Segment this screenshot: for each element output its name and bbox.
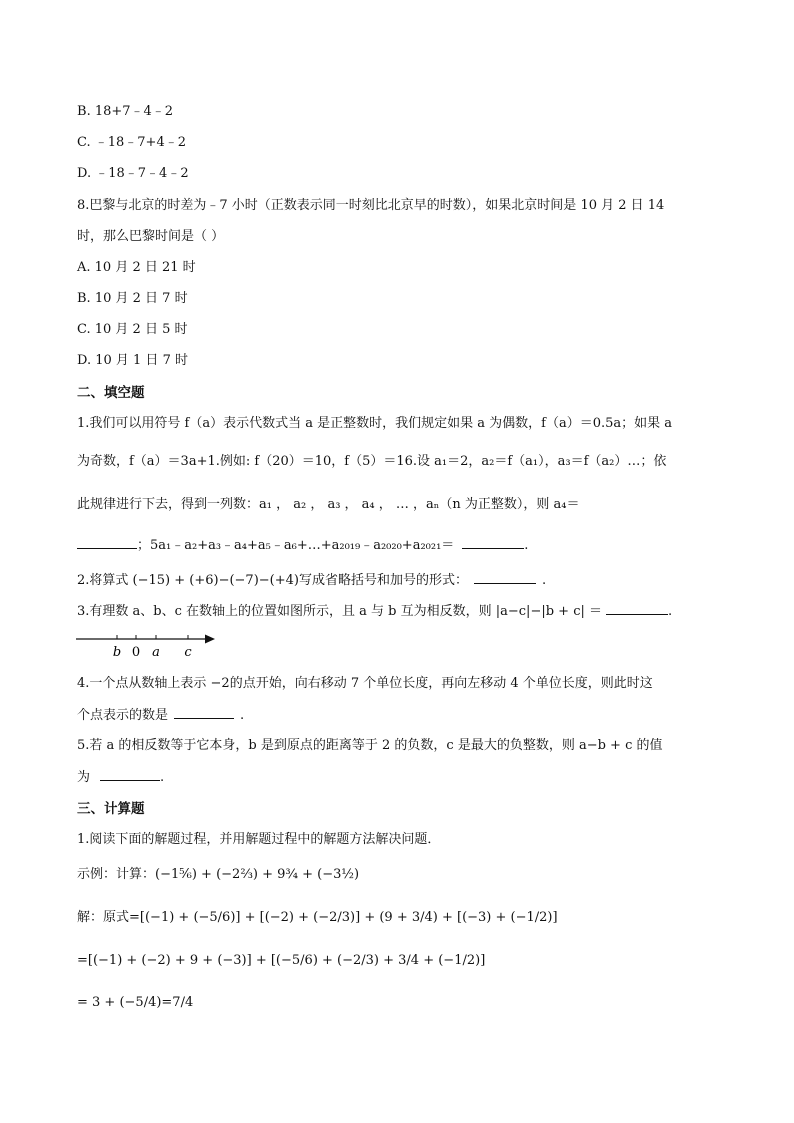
option-text: . ﹣18﹣7+4﹣2 xyxy=(86,135,186,150)
label-c: c xyxy=(184,645,192,660)
fill-q5-line1: 5.若 a 的相反数等于它本身，b 是到原点的距离等于 2 的负数，c 是最大的负整数，则 a−b + c 的值 xyxy=(77,738,663,753)
fill-q2-end: . xyxy=(541,573,547,588)
fill-q1-line1: 1.我们可以用符号 f（a）表示代数式当 a 是正整数时，我们规定如果 a 为偶数，f（a）＝0.5a；如果 a xyxy=(77,416,672,431)
example-expression: (−1⅚) + (−2⅔) + 9¾ + (−3½) xyxy=(155,867,360,882)
solution-line1 xyxy=(77,909,558,927)
option-text: . 18+7﹣4﹣2 xyxy=(86,104,174,119)
fill-q5-end: . xyxy=(160,770,165,785)
fill-q1-line2: 为奇数，f（a）＝3a+1.例如: f（20）＝10，f（5）＝16.设 a₁＝2，a₂＝f（a₁），a₃＝f（a₂）…；依 xyxy=(77,454,667,469)
option-q8-c: C. 10 月 2 日 5 时 xyxy=(77,322,188,337)
question-8-line2: 时，那么巴黎时间是（ ） xyxy=(77,229,225,244)
answer-blank[interactable] xyxy=(174,706,234,719)
fill-q3-end: . xyxy=(667,604,673,619)
answer-blank[interactable] xyxy=(100,768,160,781)
fill-q1-line4: ；5a₁﹣a₂+a₃﹣a₄+a₅﹣a₆+…+a₂₀₁₉﹣a₂₀₂₀+a₂₀₂₁＝ . xyxy=(77,536,528,555)
fill-q2-text: 2.将算式 (−15) + (+6)−(−7)−(+4)写成省略括号和加号的形式： xyxy=(77,573,468,588)
fill-q5-text: 为 xyxy=(77,770,91,785)
fill-q1-series: ；5a₁﹣a₂+a₃﹣a₄+a₅﹣a₆+…+a₂₀₁₉﹣a₂₀₂₀+a₂₀₂₁＝ xyxy=(137,538,455,553)
solution-line3: = 3 + (−5/4)=7/4 xyxy=(77,995,194,1010)
fill-q4-line2 xyxy=(77,706,244,725)
option-q8-d: D. 10 月 1 日 7 时 xyxy=(77,353,188,368)
option-q7-c xyxy=(77,134,186,152)
calc-q1-line1: 1.阅读下面的解题过程，并用解题过程中的解题方法解决问题． xyxy=(77,832,441,847)
fill-q1-line3: 此规律进行下去，得到一列数：a₁ ， a₂ ， a₃ ， a₄ ， … ，aₙ（n 为正整数），则 a₄＝ xyxy=(77,497,580,512)
solution-expression-1: [(−1) + (−5/6)] + [(−2) + (−2/3)] + (9 + 3/4) + [(−3) + (−1/2)] xyxy=(139,910,558,925)
option-q8-b: B. 10 月 2 日 7 时 xyxy=(77,291,188,306)
answer-blank[interactable] xyxy=(462,536,524,549)
option-q8-a: A. 10 月 2 日 21 时 xyxy=(77,260,196,275)
option-q7-b xyxy=(77,103,173,121)
section-title-fill-in: 二、填空题 xyxy=(77,385,145,401)
arrow-right-icon xyxy=(205,635,215,644)
option-letter: C xyxy=(77,135,87,150)
fill-q3 xyxy=(77,602,672,621)
option-q7-d xyxy=(77,165,189,183)
fill-q4-line1: 4.一个点从数轴上表示 −2的点开始，向右移动 7 个单位长度，再向左移动 4 个单位长度，则此时这 xyxy=(77,676,653,691)
fill-q4-text: 个点表示的数是 xyxy=(77,708,169,723)
fill-q4-end: . xyxy=(240,708,245,723)
example-label: 示例：计算： xyxy=(77,867,156,882)
answer-blank[interactable] xyxy=(606,602,668,615)
example-line xyxy=(77,866,359,884)
fill-q5-line2 xyxy=(77,768,164,787)
section-title-calculation: 三、计算题 xyxy=(77,801,145,817)
option-text: . ﹣18﹣7﹣4﹣2 xyxy=(86,166,189,181)
number-line-figure xyxy=(75,630,225,660)
label-b: b xyxy=(112,645,122,660)
answer-blank[interactable] xyxy=(77,536,137,549)
fill-q3-text: 3.有理数 a、b、c 在数轴上的位置如图所示，且 a 与 b 互为相反数，则 |a−c|−|b + c| ＝ xyxy=(77,604,602,619)
fill-q2 xyxy=(77,571,546,590)
label-zero: 0 xyxy=(131,645,141,660)
answer-blank[interactable] xyxy=(474,571,536,584)
question-8-line1: 8.巴黎与北京的时差为﹣7 小时（正数表示同一时刻比北京早的时数），如果北京时间是 10 月 2 日 14 xyxy=(77,198,665,213)
option-letter: D xyxy=(77,166,87,181)
solution-label: 解：原式= xyxy=(77,910,140,925)
label-a: a xyxy=(152,645,160,660)
solution-line2: =[(−1) + (−2) + 9 + (−3)] + [(−5/6) + (−2/3) + 3/4 + (−1/2)] xyxy=(77,953,486,968)
option-letter: B xyxy=(77,104,87,119)
